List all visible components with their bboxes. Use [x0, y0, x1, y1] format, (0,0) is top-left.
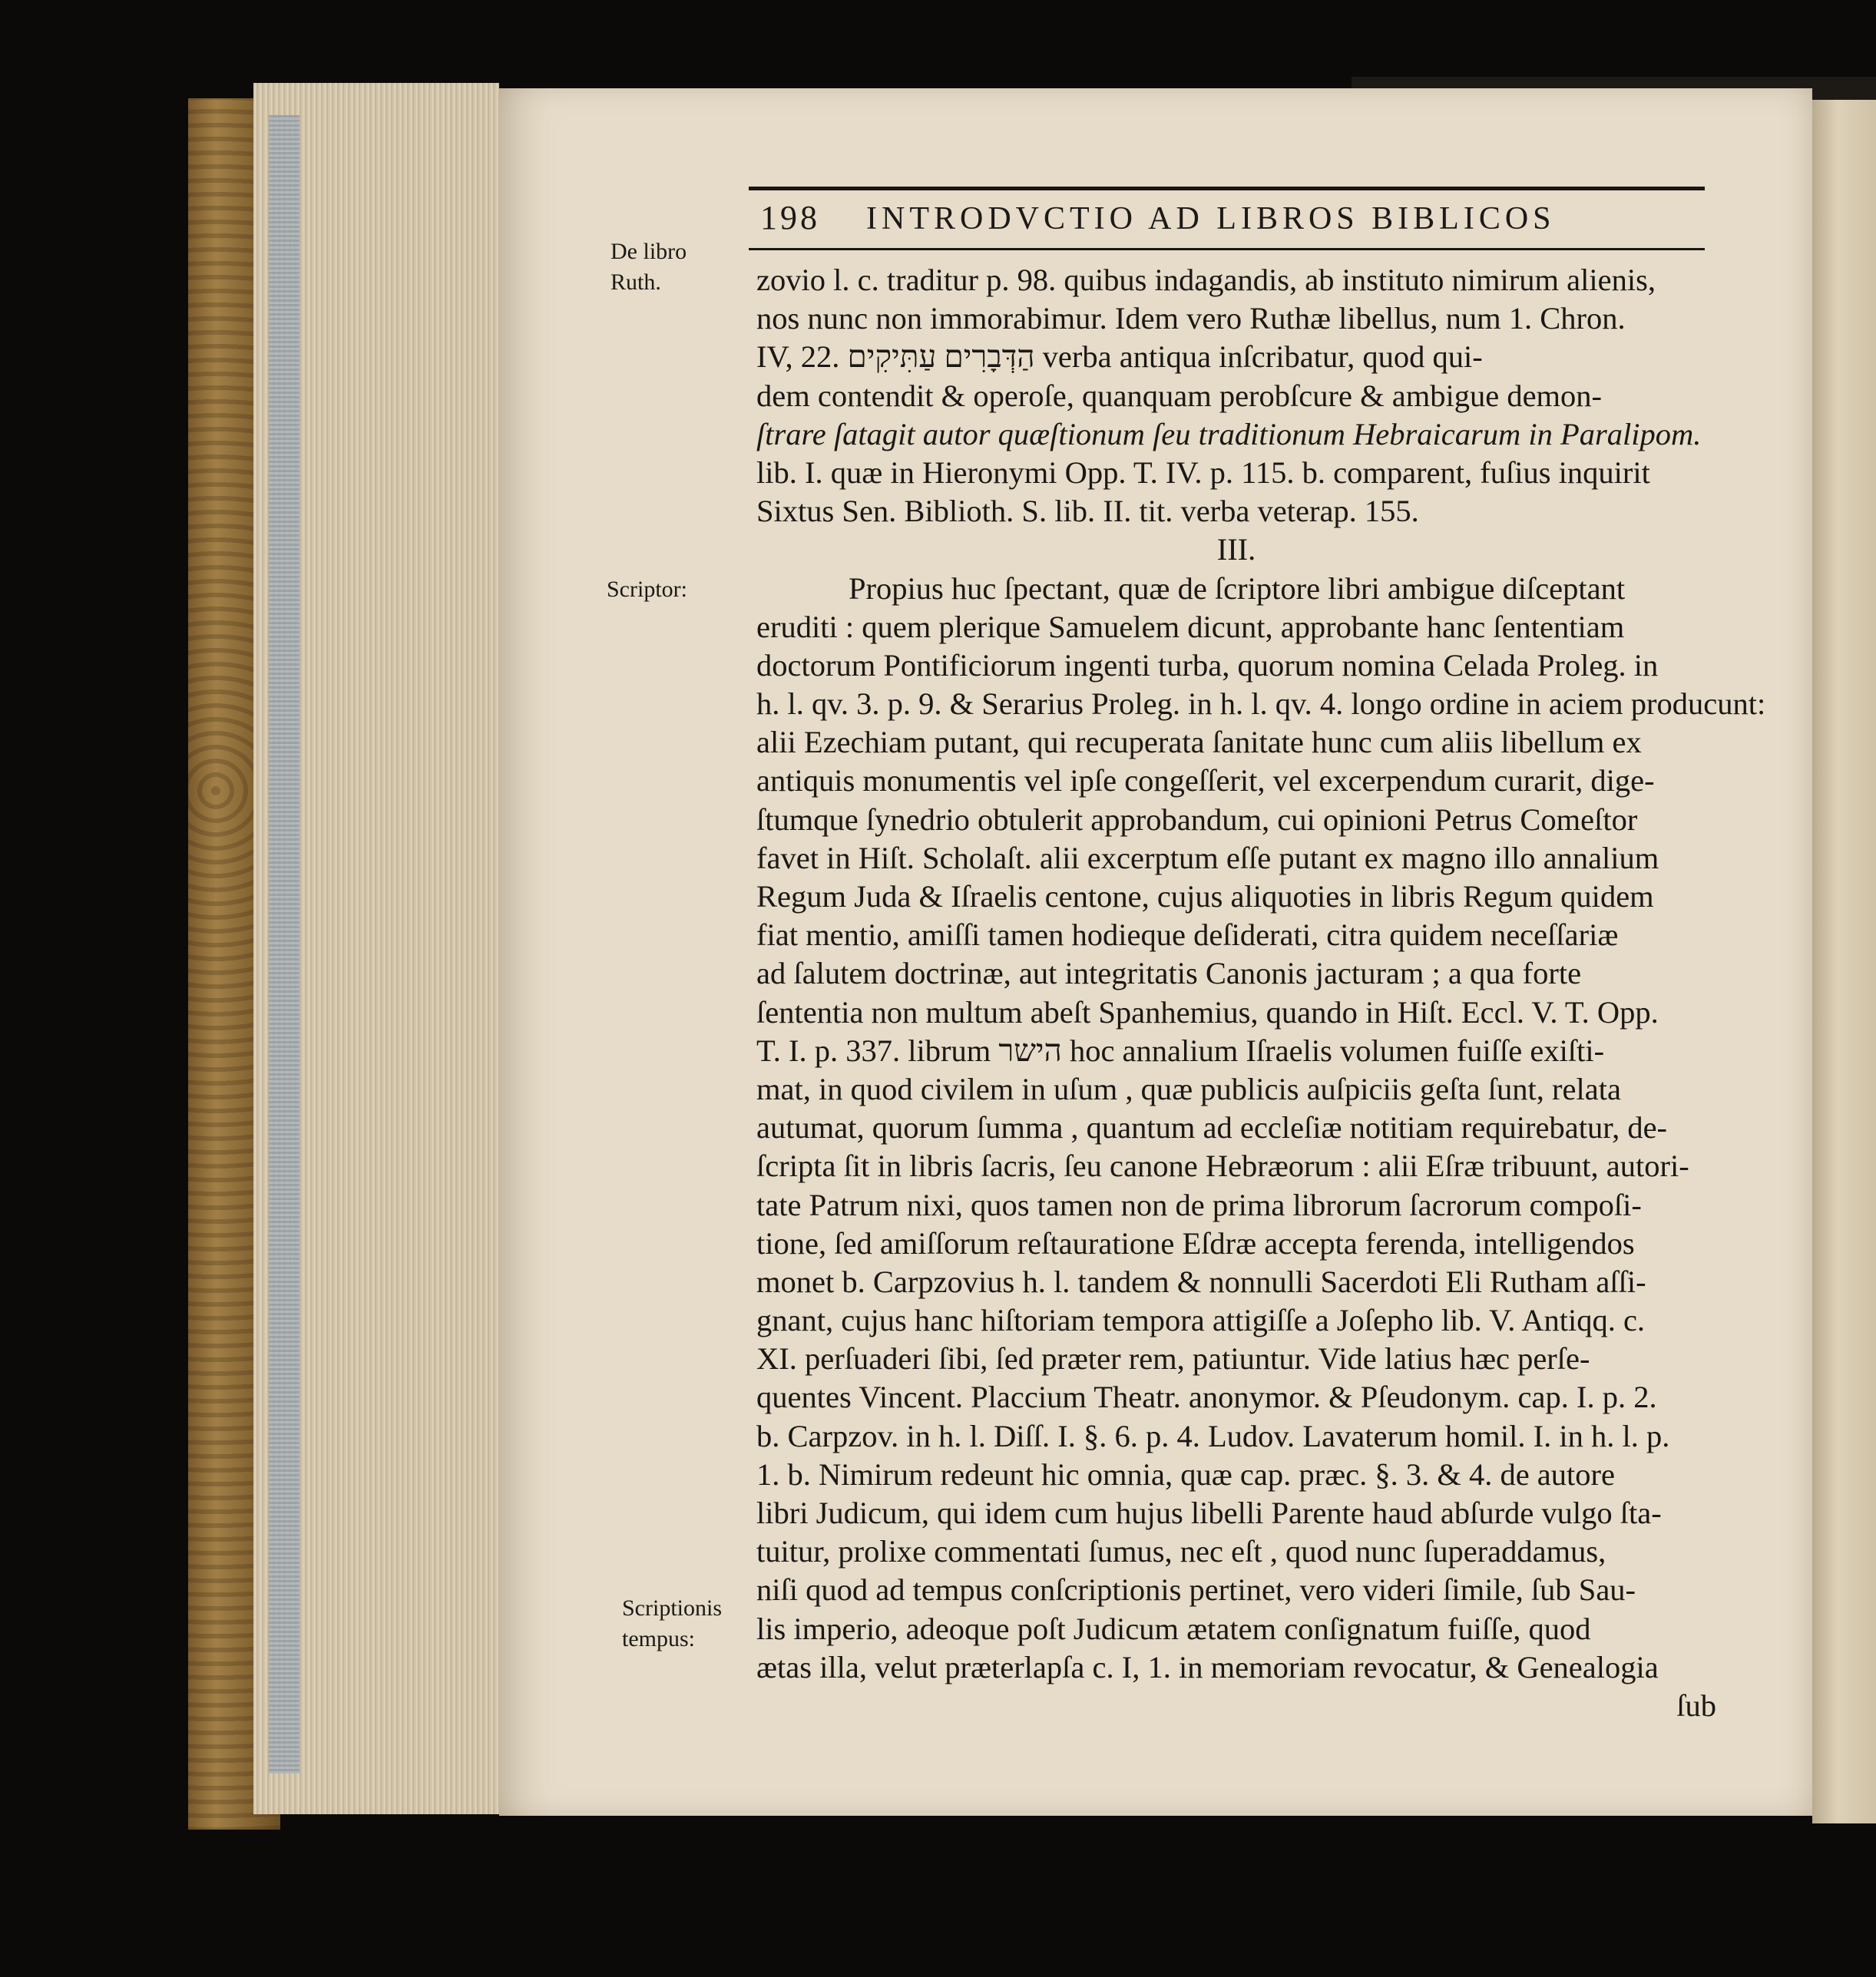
margin-note-line: De libro: [610, 239, 687, 264]
text-line: autumat, quorum ſumma , quantum ad eccleſiæ notitiam requirebatur, de-: [756, 1110, 1668, 1146]
header-rule-bottom: [749, 248, 1705, 250]
facing-page-edge: [1812, 100, 1876, 1823]
text-line: lib. I. quæ in Hieronymi Opp. T. IV. p. 115. b. comparent, fuſius inquirit: [756, 455, 1650, 490]
margin-note-line: Ruth.: [610, 269, 661, 295]
marbled-edge: [269, 115, 299, 1774]
text-line: monet b. Carpzovius h. l. tandem & nonnulli Sacerdoti Eli Rutham aſſi-: [756, 1264, 1646, 1299]
text-line: XI. perſuaderi ſibi, ſed præter rem, patiuntur. Vide latius hæc perſe-: [756, 1341, 1590, 1377]
text-line: quentes Vincent. Placcium Theatr. anonymor. & Pſeudonym. cap. I. p. 2.: [756, 1380, 1657, 1415]
text-line: niſi quod ad tempus conſcriptionis pertinet, vero videri ſimile, ſub Sau-: [756, 1572, 1636, 1608]
margin-note-de-libro-ruth: [610, 236, 687, 298]
text-line: doctorum Pontificiorum ingenti turba, quorum nomina Celada Proleg. in: [756, 647, 1659, 683]
text-line: dem contendit & operoſe, quanquam perobſcure & ambigue demon-: [756, 378, 1603, 413]
running-header: [760, 198, 1705, 244]
text-line: Sixtus Sen. Biblioth. S. lib. II. tit. verba veterap. 155.: [756, 494, 1419, 529]
margin-note-line: Scriptor:: [607, 577, 687, 602]
text-line: b. Carpzov. in h. l. Diſſ. I. §. 6. p. 4. Ludov. Lavaterum homil. I. in h. l. p.: [756, 1418, 1670, 1453]
margin-note-line: tempus:: [622, 1626, 695, 1651]
text-line: ſcripta ſit in libris ſacris, ſeu canone Hebræorum : alii Eſræ tribuunt, autori-: [756, 1149, 1689, 1184]
margin-note-scriptor: [607, 574, 687, 605]
main-text: [756, 261, 1766, 1725]
text-line: 1. b. Nimirum redeunt hic omnia, quæ cap. præc. §. 3. & 4. de autore: [756, 1456, 1616, 1492]
text-line: nos nunc non immorabimur. Idem vero Ruthæ libellus, num 1. Chron.: [756, 301, 1626, 336]
text-line: Propius huc ſpectant, quæ de ſcriptore libri ambigue diſceptant: [849, 570, 1626, 606]
text-line: eruditi : quem plerique Samuelem dicunt, approbante hanc ſententiam: [756, 609, 1625, 644]
text-line: ſtrare ſatagit autor quæſtionum ſeu traditionum Hebraicarum in Paralipom.: [756, 416, 1702, 451]
text-line: ad ſalutem doctrinæ, aut integritatis Canonis jacturam ; a qua forte: [756, 956, 1582, 991]
text-line: h. l. qv. 3. p. 9. & Serarius Proleg. in h. l. qv. 4. longo ordine in aciem producunt:: [756, 686, 1766, 722]
text-line: tione, ſed amiſſorum reſtauratione Eſdræ accepta ferenda, intelligendos: [756, 1225, 1635, 1261]
text-line: tate Patrum nixi, quos tamen non de prima librorum ſacrorum compoſi-: [756, 1187, 1642, 1222]
text-line: gnant, cujus hanc hiſtoriam tempora attigiſſe a Joſepho lib. V. Antiqq. c.: [756, 1303, 1646, 1338]
text-line: alii Ezechiam putant, qui recuperata ſanitate hunc cum aliis libellum ex: [756, 725, 1642, 760]
text-line: ætas illa, velut præterlapſa c. I, 1. in memoriam revocatur, & Genealogia: [756, 1649, 1659, 1684]
text-line: antiquis monumentis vel ipſe congeſſerit, vel excerpendum curarit, dige-: [756, 763, 1655, 798]
text-line: fiat mentio, amiſſi tamen hodieque deſiderati, citra quidem neceſſariæ: [756, 917, 1619, 953]
margin-note-scriptionis-tempus: [622, 1593, 722, 1655]
text-line: IV, 22. הַדְּבָרִים עַתִּיקִים verba antiqua inſcribatur, quod qui-: [756, 339, 1483, 375]
text-line: Regum Juda & Iſraelis centone, cujus aliquoties in libris Regum quidem: [756, 879, 1654, 914]
text-line: T. I. p. 337. librum הישר hoc annalium Iſraelis volumen fuiſſe exiſti-: [756, 1033, 1605, 1068]
text-line: ſtumque ſynedrio obtulerit approbandum, cui opinioni Petrus Comeſtor: [756, 802, 1638, 837]
text-line: tuitur, prolixe commentati ſumus, nec eſt , quod nunc ſuperaddamus,: [756, 1534, 1606, 1569]
margin-note-line: Scriptionis: [622, 1595, 723, 1621]
text-line: zovio l. c. traditur p. 98. quibus indagandis, ab instituto nimirum alienis,: [756, 263, 1656, 297]
text-line: mat, in quod civilem in uſum , quæ publicis auſpiciis geſta ſunt, relata: [756, 1071, 1621, 1106]
catchword: ſub: [1676, 1688, 1716, 1723]
page-number: 198: [760, 199, 820, 236]
text-line: ſententia non multum abeſt Spanhemius, quando in Hiſt. Eccl. V. T. Opp.: [756, 994, 1659, 1030]
section-number: III.: [1216, 532, 1256, 567]
text-line: libri Judicum, qui idem cum hujus libelli Parente haud abſurde vulgo ſta-: [756, 1496, 1662, 1530]
header-rule-top: [749, 187, 1705, 190]
running-title: INTRODVCTIO AD LIBROS BIBLICOS: [866, 201, 1556, 236]
text-line: lis imperio, adeoque poſt Judicum ætatem conſignatum fuiſſe, quod: [756, 1611, 1591, 1646]
text-line: favet in Hiſt. Scholaſt. alii excerptum eſſe putant ex magno illo annalium: [756, 840, 1659, 875]
